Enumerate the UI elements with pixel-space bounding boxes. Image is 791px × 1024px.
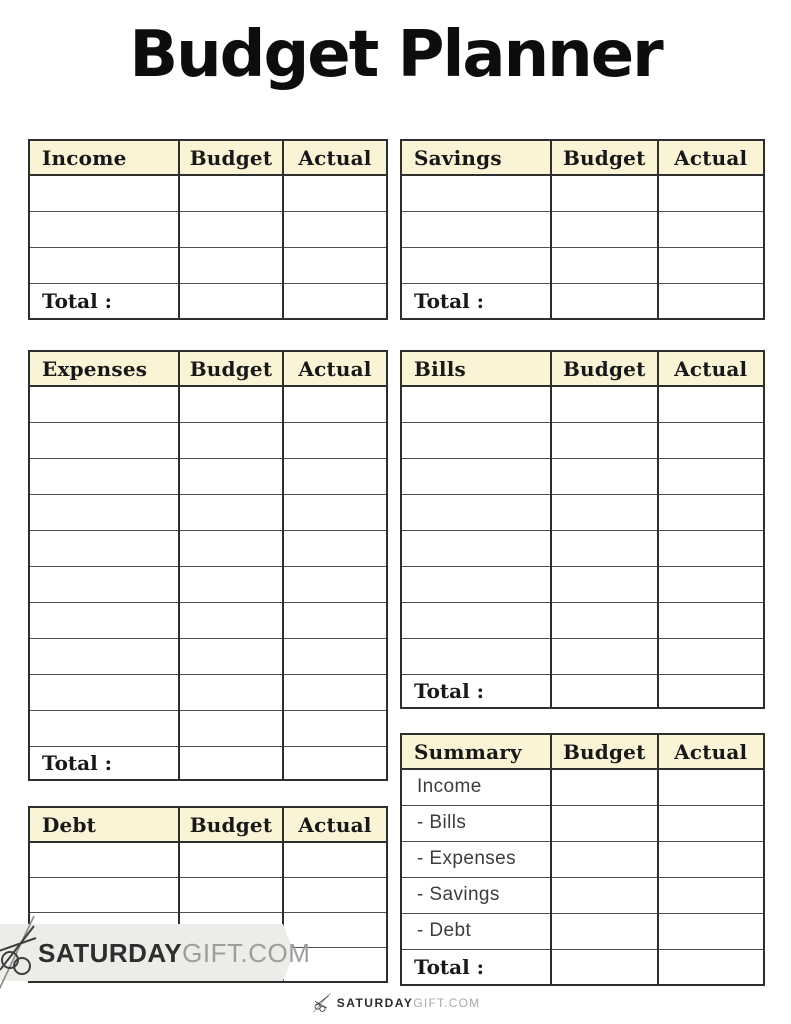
expenses-row [29,566,387,602]
bills-row8-col1 [401,638,551,674]
expenses-total-row [29,746,387,780]
income-row2-col2 [179,211,283,247]
income-row [29,211,387,247]
expenses-row8-col2 [179,638,283,674]
income-table [28,139,388,320]
expenses-row2-col2 [179,422,283,458]
bills-row2-col1 [401,422,551,458]
footer-brand-bold: SATURDAY [336,996,414,1010]
expenses-row6-col3 [283,566,387,602]
bills-row [401,494,764,530]
expenses-row [29,638,387,674]
bills-header-budget: Budget [551,351,658,386]
income-row [29,247,387,283]
scissors-icon [311,992,333,1014]
savings-header-actual: Actual [658,140,765,175]
savings-row2-col2 [551,211,658,247]
debt-header-title: Debt [29,807,179,842]
income-row1-col2 [179,175,283,211]
expenses-row5-col1 [29,530,179,566]
expenses-row9-col2 [179,674,283,710]
summary-table [400,733,765,986]
income-total-row [29,283,387,319]
summary-row4-col1: - Savings [401,877,551,913]
summary-row5-col2 [551,913,658,949]
summary-header-actual: Actual [658,734,765,769]
bills-row6-col2 [551,566,658,602]
expenses-row3-col2 [179,458,283,494]
bills-row7-col3 [658,602,765,638]
savings-row [401,211,764,247]
summary-row4-col3 [658,877,765,913]
expenses-row10-col1 [29,710,179,746]
expenses-row7-col3 [283,602,387,638]
summary-header-title: Summary [401,734,551,769]
bills-row [401,386,764,422]
savings-row1-col3 [658,175,765,211]
expenses-row3-col3 [283,458,387,494]
summary-row5-col3 [658,913,765,949]
summary-row [401,913,764,949]
income-header-actual: Actual [283,140,387,175]
expenses-header-title: Expenses [29,351,179,386]
debt-row2-col1 [29,877,179,912]
bills-row5-col1 [401,530,551,566]
savings-row1-col2 [551,175,658,211]
summary-row3-col2 [551,841,658,877]
expenses-row2-col1 [29,422,179,458]
bills-total-col2 [658,674,765,708]
income-row3-col1 [29,247,179,283]
income-header-budget: Budget [179,140,283,175]
bills-total-row [401,674,764,708]
income-row1-col1 [29,175,179,211]
expenses-row6-col1 [29,566,179,602]
expenses-row [29,530,387,566]
bills-row8-col3 [658,638,765,674]
watermark-brand-light: GIFT.COM [182,937,311,968]
expenses-row7-col2 [179,602,283,638]
expenses-total-col1 [179,746,283,780]
bills-row8-col2 [551,638,658,674]
bills-row3-col2 [551,458,658,494]
debt-row2-col2 [179,877,283,912]
debt-row1-col1 [29,842,179,877]
savings-row [401,175,764,211]
expenses-header-actual: Actual [283,351,387,386]
bills-row2-col3 [658,422,765,458]
summary-total-col2 [658,949,765,985]
expenses-row8-col3 [283,638,387,674]
income-header-title: Income [29,140,179,175]
bills-row7-col1 [401,602,551,638]
footer-brand-light: GIFT.COM [413,996,481,1010]
expenses-row5-col2 [179,530,283,566]
bills-total-col1 [551,674,658,708]
expenses-row [29,494,387,530]
debt-row [29,877,387,912]
bills-total-label: Total : [401,674,551,708]
debt-row2-col3 [283,877,387,912]
summary-row3-col3 [658,841,765,877]
bills-row1-col2 [551,386,658,422]
expenses-row1-col3 [283,386,387,422]
bills-row4-col2 [551,494,658,530]
expenses-row2-col3 [283,422,387,458]
expenses-row [29,458,387,494]
income-total-col2 [283,283,387,319]
expenses-row5-col3 [283,530,387,566]
savings-table [400,139,765,320]
income-row3-col2 [179,247,283,283]
summary-row1-col1: Income [401,769,551,805]
expenses-row1-col2 [179,386,283,422]
summary-row1-col2 [551,769,658,805]
savings-row3-col3 [658,247,765,283]
watermark-brand [0,928,311,978]
bills-row [401,566,764,602]
expenses-row8-col1 [29,638,179,674]
bills-row [401,602,764,638]
expenses-row7-col1 [29,602,179,638]
summary-row [401,805,764,841]
summary-row5-col1: - Debt [401,913,551,949]
bills-row [401,530,764,566]
debt-header-budget: Budget [179,807,283,842]
expenses-row [29,386,387,422]
expenses-row9-col1 [29,674,179,710]
savings-row [401,247,764,283]
summary-row2-col2 [551,805,658,841]
summary-total-row [401,949,764,985]
bills-row6-col3 [658,566,765,602]
bills-row [401,422,764,458]
bills-row1-col1 [401,386,551,422]
expenses-row6-col2 [179,566,283,602]
expenses-row4-col2 [179,494,283,530]
bills-row6-col1 [401,566,551,602]
summary-row2-col1: - Bills [401,805,551,841]
income-total-label: Total : [29,283,179,319]
bills-header-actual: Actual [658,351,765,386]
income-row1-col3 [283,175,387,211]
savings-row3-col1 [401,247,551,283]
bills-table [400,350,765,709]
summary-row4-col2 [551,877,658,913]
income-row2-col1 [29,211,179,247]
bills-row4-col1 [401,494,551,530]
income-row [29,175,387,211]
savings-total-row [401,283,764,319]
expenses-row9-col3 [283,674,387,710]
bills-row3-col1 [401,458,551,494]
savings-total-label: Total : [401,283,551,319]
bills-row7-col2 [551,602,658,638]
bills-row4-col3 [658,494,765,530]
summary-total-col1 [551,949,658,985]
watermark-brand-bold: SATURDAY [38,937,183,968]
expenses-row10-col3 [283,710,387,746]
expenses-row [29,710,387,746]
summary-row [401,841,764,877]
savings-row2-col3 [658,211,765,247]
debt-row1-col3 [283,842,387,877]
expenses-row1-col1 [29,386,179,422]
page-title: Budget Planner [129,18,662,92]
expenses-table [28,350,388,781]
expenses-row [29,422,387,458]
expenses-header-budget: Budget [179,351,283,386]
bills-header-title: Bills [401,351,551,386]
debt-header-actual: Actual [283,807,387,842]
summary-row [401,769,764,805]
expenses-row [29,674,387,710]
savings-row1-col1 [401,175,551,211]
savings-header-budget: Budget [551,140,658,175]
bills-row [401,458,764,494]
debt-row1-col2 [179,842,283,877]
savings-row3-col2 [551,247,658,283]
expenses-total-col2 [283,746,387,780]
summary-row3-col1: - Expenses [401,841,551,877]
bills-row1-col3 [658,386,765,422]
savings-total-col2 [658,283,765,319]
summary-total-label: Total : [401,949,551,985]
bills-row2-col2 [551,422,658,458]
footer-brand [0,992,791,1014]
summary-row [401,877,764,913]
expenses-row4-col1 [29,494,179,530]
expenses-row10-col2 [179,710,283,746]
bills-row5-col2 [551,530,658,566]
expenses-row3-col1 [29,458,179,494]
income-total-col1 [179,283,283,319]
summary-row1-col3 [658,769,765,805]
bills-row3-col3 [658,458,765,494]
expenses-total-label: Total : [29,746,179,780]
expenses-row4-col3 [283,494,387,530]
debt-row [29,842,387,877]
summary-header-budget: Budget [551,734,658,769]
bills-row5-col3 [658,530,765,566]
savings-total-col1 [551,283,658,319]
expenses-row [29,602,387,638]
bills-row [401,638,764,674]
summary-row2-col3 [658,805,765,841]
income-row3-col3 [283,247,387,283]
savings-header-title: Savings [401,140,551,175]
savings-row2-col1 [401,211,551,247]
income-row2-col3 [283,211,387,247]
